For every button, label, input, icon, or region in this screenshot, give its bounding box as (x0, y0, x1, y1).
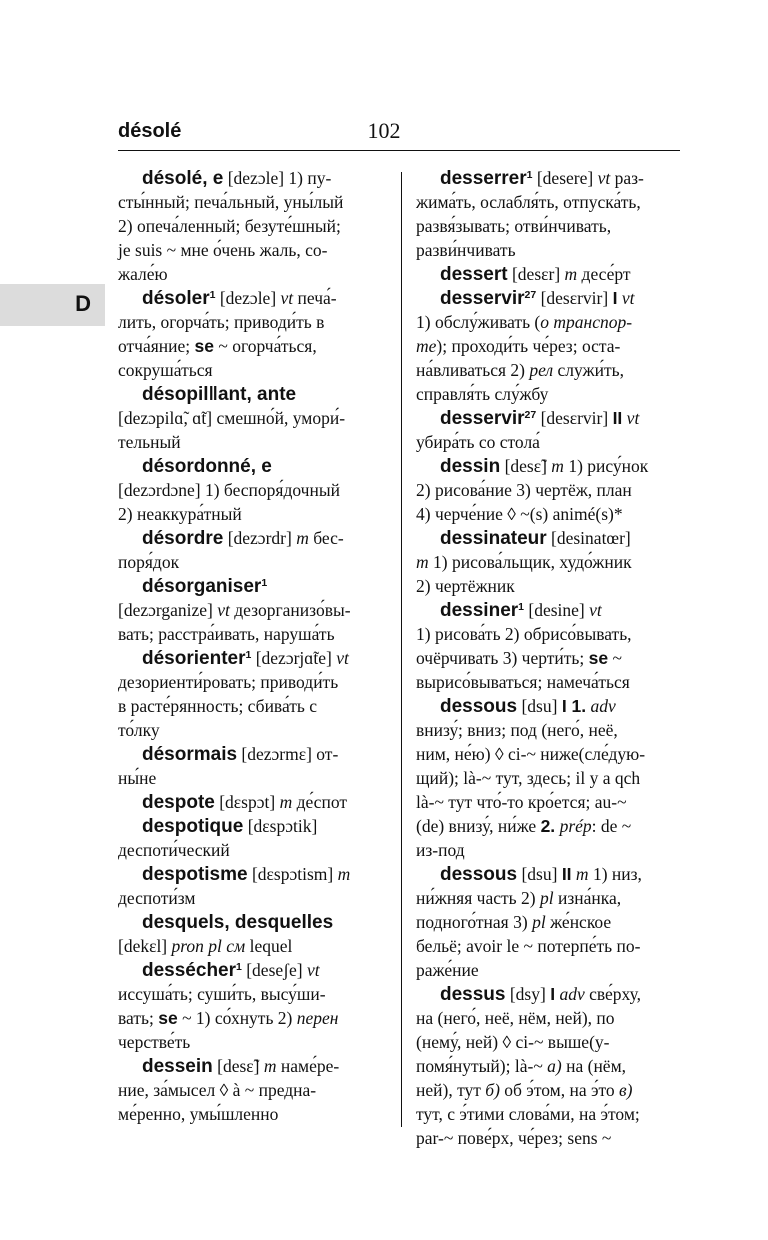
conjugation-number: 1 (518, 601, 524, 614)
entry-start-line (118, 286, 388, 310)
entry-line (416, 814, 684, 838)
entry-text: : de ~ (591, 816, 632, 836)
bold-marker: se (194, 336, 214, 356)
entry-start-line (416, 454, 684, 478)
entry-start-line (118, 814, 388, 838)
entry-line (416, 334, 684, 358)
entry-text: раже́ние (416, 960, 479, 980)
entry-text: вырисо́вываться; намеча́ться (416, 672, 630, 692)
entry-text: [dezɔpilɑ̃, ɑ̃t] смешно́й, умори́- (118, 408, 346, 428)
entry-text: ней), тут (416, 1080, 486, 1100)
entry-line (416, 934, 684, 958)
grammar-label: в) (619, 1080, 633, 1100)
entry-line (118, 502, 388, 526)
grammar-label: vt (597, 168, 611, 188)
entry-headword: despote (142, 792, 215, 813)
entry-start-line (416, 406, 684, 430)
entry-line (416, 478, 684, 502)
bold-marker: I (612, 288, 618, 308)
entry-start-line (118, 574, 388, 598)
entry-start-line (416, 166, 684, 190)
entry-headword: désoler (142, 288, 210, 309)
entry-text: (нему́, ней) ◊ ci-~ выше(у- (416, 1032, 610, 1052)
entry-text: [dɛspɔtism] (247, 864, 338, 884)
entry-text: тут, с э́тими слова́ми, на э́том; (416, 1104, 640, 1124)
entry-text: 4) черче́ние ◊ ~(s) animé(s)* (416, 504, 623, 524)
grammar-label: m (564, 264, 578, 284)
entry-headword: dessinateur (440, 528, 547, 549)
entry-text: [dekɛl] (118, 936, 172, 956)
grammar-label: vt (589, 600, 602, 620)
grammar-label: pron pl см (171, 936, 246, 956)
grammar-label: vt (217, 600, 230, 620)
entry-line (416, 574, 684, 598)
entry-headword: desquels, desquelles (142, 912, 334, 933)
entry-start-line (118, 454, 388, 478)
entry-line (118, 550, 388, 574)
conjugation-number: 1 (245, 649, 252, 662)
grammar-label: vt (621, 288, 635, 308)
entry-text: внизу́; вниз; под (него́, неё, (416, 720, 618, 740)
entry-text: разви́нчивать (416, 240, 516, 260)
conjugation-number: 1 (526, 169, 533, 182)
entry-text: изна́нка, (553, 888, 622, 908)
entry-text: je suis ~ мне о́чень жаль, со- (118, 240, 328, 260)
entry-text: на́вливаться 2) (416, 360, 530, 380)
entry-line (118, 1030, 388, 1054)
entry-text: 1) рисова́ть 2) обрисо́вывать, (416, 624, 632, 644)
entry-text: 1) рису́нок (563, 456, 649, 476)
entry-start-line (416, 694, 684, 718)
entry-start-line (118, 862, 388, 886)
entry-text: сокруша́ться (118, 360, 213, 380)
entry-headword: despotique (142, 816, 244, 837)
entry-text: [dsu] (517, 864, 562, 884)
entry-line (118, 1102, 388, 1126)
entry-text: ~ огорча́ться, (214, 336, 317, 356)
entry-text: [dsu] (517, 696, 562, 716)
entry-text: par-~ пове́рх, че́рез; sens ~ (416, 1128, 612, 1148)
entry-headword: désorienter (142, 648, 246, 669)
entry-start-line (118, 646, 388, 670)
entry-line (416, 190, 684, 214)
entry-text: [desɛrvir] (536, 288, 613, 308)
entry-line (118, 334, 388, 358)
entry-text: иссуша́ть; суши́ть, высу́ши- (118, 984, 326, 1004)
letter-thumb-tab (0, 284, 105, 326)
entry-text: ~ 1) со́хнуть 2) (177, 1008, 297, 1028)
entry-start-line (118, 166, 388, 190)
entry-text: тельный (118, 432, 181, 452)
entry-headword: désolé, e (142, 168, 224, 189)
entry-start-line (416, 286, 684, 310)
entry-line (118, 982, 388, 1006)
entry-text: [dezɔrmɛ] от- (237, 744, 339, 764)
entry-headword: désordonné, e (142, 456, 272, 477)
entry-text: [dezɔrdɔne] 1) беспоря́дочный (118, 480, 340, 500)
entry-text: [dezɔrdr] (223, 528, 297, 548)
entry-line (118, 190, 388, 214)
entry-line (118, 1078, 388, 1102)
entry-text: жима́ть, ослабля́ть, отпуска́ть, (416, 192, 641, 212)
conjugation-number: 1 (236, 961, 242, 974)
entry-text: наме́ре- (276, 1056, 340, 1076)
entry-text: [desinatœr] (546, 528, 631, 548)
entry-line (118, 694, 388, 718)
header-rule (118, 150, 680, 151)
entry-headword: désormais (142, 744, 238, 765)
entry-text: подного́тная 3) (416, 912, 533, 932)
entry-headword: dessein (142, 1056, 213, 1077)
entry-line (416, 1126, 684, 1150)
entry-line (118, 622, 388, 646)
entry-line (416, 646, 684, 670)
entry-headword: dessert (440, 264, 508, 285)
entry-text: là-~ тут что́-то кро́ется; au-~ (416, 792, 627, 812)
entry-line (118, 358, 388, 382)
entry-text: бельё; avoir le ~ потерпе́ть по- (416, 936, 641, 956)
entry-line (118, 838, 388, 862)
entry-line (416, 910, 684, 934)
entry-line (118, 262, 388, 286)
entry-text: [dsy] (505, 984, 551, 1004)
entry-line (416, 1102, 684, 1126)
entry-headword: dessous (440, 696, 518, 717)
entry-text: дезорганизо́вы- (229, 600, 351, 620)
running-head: désolé (118, 120, 182, 142)
entry-start-line (416, 982, 684, 1006)
bold-marker: I 1. (561, 696, 587, 716)
entry-text: черстве́ть (118, 1032, 191, 1052)
entry-text: 2) неаккура́тный (118, 504, 242, 524)
entry-line (118, 1006, 388, 1030)
grammar-label: pl (532, 912, 546, 932)
entry-text: 2) рисова́ние 3) чертёж, план (416, 480, 632, 500)
entry-text: дезориенти́ровать; приводи́ть (118, 672, 339, 692)
entry-headword: dessiner (440, 600, 519, 621)
entry-text: [dɛspɔtik] (243, 816, 318, 836)
entry-line (118, 214, 388, 238)
entry-line (416, 358, 684, 382)
entry-text: [desɛ̃] (212, 1056, 264, 1076)
grammar-label: m (551, 456, 564, 476)
entry-text: раз- (610, 168, 644, 188)
grammar-label: о транспор- (540, 312, 633, 332)
grammar-label: vt (336, 648, 349, 668)
bold-marker: I (550, 984, 556, 1004)
entry-text: 1) низ, (588, 864, 642, 884)
grammar-label: m (279, 792, 293, 812)
entry-text: же́нское (545, 912, 612, 932)
entry-line (118, 598, 388, 622)
grammar-label: prép (559, 816, 592, 836)
grammar-label: а) (547, 1056, 562, 1076)
entry-text: развя́зывать; отви́нчивать, (416, 216, 612, 236)
entry-headword: dessus (440, 984, 506, 1005)
entry-line (416, 382, 684, 406)
entry-line (118, 238, 388, 262)
entry-text: отча́яние; (118, 336, 195, 356)
conjugation-number: 27 (524, 409, 537, 422)
grammar-label: adv (559, 984, 585, 1004)
entry-headword: desserrer (440, 168, 527, 189)
entry-text: [dezɔle] 1) пу- (223, 168, 332, 188)
bold-marker: II (612, 408, 623, 428)
entry-text: де́спот (292, 792, 347, 812)
entry-start-line (118, 958, 388, 982)
entry-line (416, 238, 684, 262)
entry-text: ме́ренно, умы́шленно (118, 1104, 279, 1124)
entry-text: lequel (245, 936, 293, 956)
entry-start-line (118, 382, 388, 406)
entry-text: [desɛ̃] (500, 456, 552, 476)
entry-text: в расте́рянность; сбива́ть с (118, 696, 318, 716)
entry-line (118, 718, 388, 742)
entry-text: ни́жняя часть 2) (416, 888, 540, 908)
entry-text: [desɛrvir] (536, 408, 613, 428)
entry-text: ним, не́ю) ◊ ci-~ ниже(сле́дую- (416, 744, 646, 764)
entry-line (416, 790, 684, 814)
entry-headword: dessin (440, 456, 501, 477)
entry-text: [dezɔrganize] (118, 600, 218, 620)
entry-headword: désopil‖ant, ante (142, 384, 297, 405)
entry-text: вать; расстра́ивать, наруша́ть (118, 624, 335, 644)
entry-headword: dessécher (142, 960, 237, 981)
entry-text: [dezɔle] (215, 288, 281, 308)
entry-headword: desservir (440, 408, 525, 429)
grammar-label: pl (539, 888, 554, 908)
entry-text: [deseʃe] (241, 960, 307, 980)
entry-text: лить, огорча́ть; приводи́ть в (118, 312, 325, 332)
entry-text: 2) опеча́ленный; безуте́шный; (118, 216, 341, 236)
entry-line (416, 550, 684, 574)
entry-text: ние, за́мысел ◊ à ~ предна- (118, 1080, 317, 1100)
entry-line (118, 430, 388, 454)
grammar-label: m (337, 864, 351, 884)
entry-headword: désorganiser (142, 576, 262, 597)
bold-marker: se (588, 648, 609, 668)
entry-text: очёрчивать 3) черти́ть; (416, 648, 589, 668)
entry-text: вать; (118, 1008, 159, 1028)
grammar-label: adv (590, 696, 616, 716)
entry-text: на (нём, (561, 1056, 627, 1076)
grammar-label: vt (280, 288, 294, 308)
grammar-label: m (263, 1056, 277, 1076)
entry-line (118, 934, 388, 958)
entry-headword: désordre (142, 528, 224, 549)
entry-line (416, 886, 684, 910)
entry-start-line (416, 526, 684, 550)
entry-text: помя́нутый); là-~ (416, 1056, 548, 1076)
right-column (416, 166, 684, 1150)
entry-text: све́рху, (584, 984, 642, 1004)
entry-text: из-под (416, 840, 465, 860)
bold-marker: II (561, 864, 572, 884)
column-divider (401, 172, 402, 1127)
entry-text: поря́док (118, 552, 180, 572)
entry-text: 1) рисова́льщик, худо́жник (428, 552, 632, 572)
entry-text: десе́рт (577, 264, 631, 284)
entry-line (416, 838, 684, 862)
entry-line (416, 1006, 684, 1030)
entry-text: то́лку (118, 720, 160, 740)
entry-start-line (118, 742, 388, 766)
entry-line (416, 742, 684, 766)
grammar-label: vt (626, 408, 640, 428)
entry-text: [dɛspɔt] (214, 792, 280, 812)
entry-line (416, 670, 684, 694)
entry-text: деспоти́ческий (118, 840, 230, 860)
entry-line (416, 502, 684, 526)
entry-start-line (416, 598, 684, 622)
entry-text: 1) обслу́живать ( (416, 312, 541, 332)
entry-line (118, 406, 388, 430)
entry-line (416, 1054, 684, 1078)
entry-text: [desɛr] (507, 264, 565, 284)
entry-line (416, 1030, 684, 1054)
entry-text: убира́ть со стола́ (416, 432, 540, 452)
entry-text: [desere] (532, 168, 598, 188)
entry-line (416, 214, 684, 238)
letter-tab-label: D (75, 291, 91, 316)
bold-marker: 2. (540, 816, 556, 836)
entry-text: сты́нный; печа́льный, уны́лый (118, 192, 344, 212)
entry-text: ны́не (118, 768, 157, 788)
entry-line (416, 718, 684, 742)
entry-text: [desine] (524, 600, 590, 620)
grammar-label: б) (485, 1080, 500, 1100)
entry-headword: despotisme (142, 864, 248, 885)
page-number: 102 (367, 118, 401, 143)
entry-text: справля́ть слу́жбу (416, 384, 549, 404)
entry-text: деспоти́зм (118, 888, 196, 908)
entry-text: ); проходи́ть че́рез; оста- (436, 336, 621, 356)
entry-headword: desservir (440, 288, 525, 309)
entry-line (118, 478, 388, 502)
entry-text: щий); là-~ тут, здесь; il y a qch (416, 768, 641, 788)
grammar-label: m (575, 864, 589, 884)
entry-text: жале́ю (118, 264, 168, 284)
entry-text: печа́- (293, 288, 337, 308)
entry-text: [dezɔrjɑ̃te] (251, 648, 337, 668)
conjugation-number: 27 (524, 289, 537, 302)
entry-text: об э́том, на э́то (499, 1080, 620, 1100)
entry-start-line (118, 1054, 388, 1078)
grammar-label: vt (306, 960, 320, 980)
entry-start-line (416, 862, 684, 886)
bold-marker: se (158, 1008, 178, 1028)
entry-line (118, 766, 388, 790)
entry-line (118, 886, 388, 910)
entry-line (416, 430, 684, 454)
conjugation-number: 1 (209, 289, 216, 302)
conjugation-number: 1 (261, 577, 268, 590)
grammar-label: m (296, 528, 309, 548)
entry-text: бес- (308, 528, 344, 548)
entry-line (118, 310, 388, 334)
entry-text: (de) внизу́, ни́же (416, 816, 541, 836)
entry-line (416, 958, 684, 982)
left-column (118, 166, 388, 1126)
entry-start-line (416, 262, 684, 286)
entry-line (416, 1078, 684, 1102)
entry-start-line (118, 790, 388, 814)
entry-line (416, 622, 684, 646)
entry-text: служи́ть, (553, 360, 624, 380)
entry-line (118, 670, 388, 694)
entry-text: на (него́, неё, нём, ней), по (416, 1008, 615, 1028)
entry-line (416, 310, 684, 334)
entry-line (416, 766, 684, 790)
entry-start-line (118, 910, 388, 934)
grammar-label: рел (529, 360, 554, 380)
grammar-label: перен (296, 1008, 339, 1028)
entry-headword: dessous (440, 864, 518, 885)
entry-start-line (118, 526, 388, 550)
entry-text: 2) чертёжник (416, 576, 515, 596)
grammar-label: те (416, 336, 437, 356)
grammar-label: m (416, 552, 429, 572)
entry-text: ~ (608, 648, 622, 668)
